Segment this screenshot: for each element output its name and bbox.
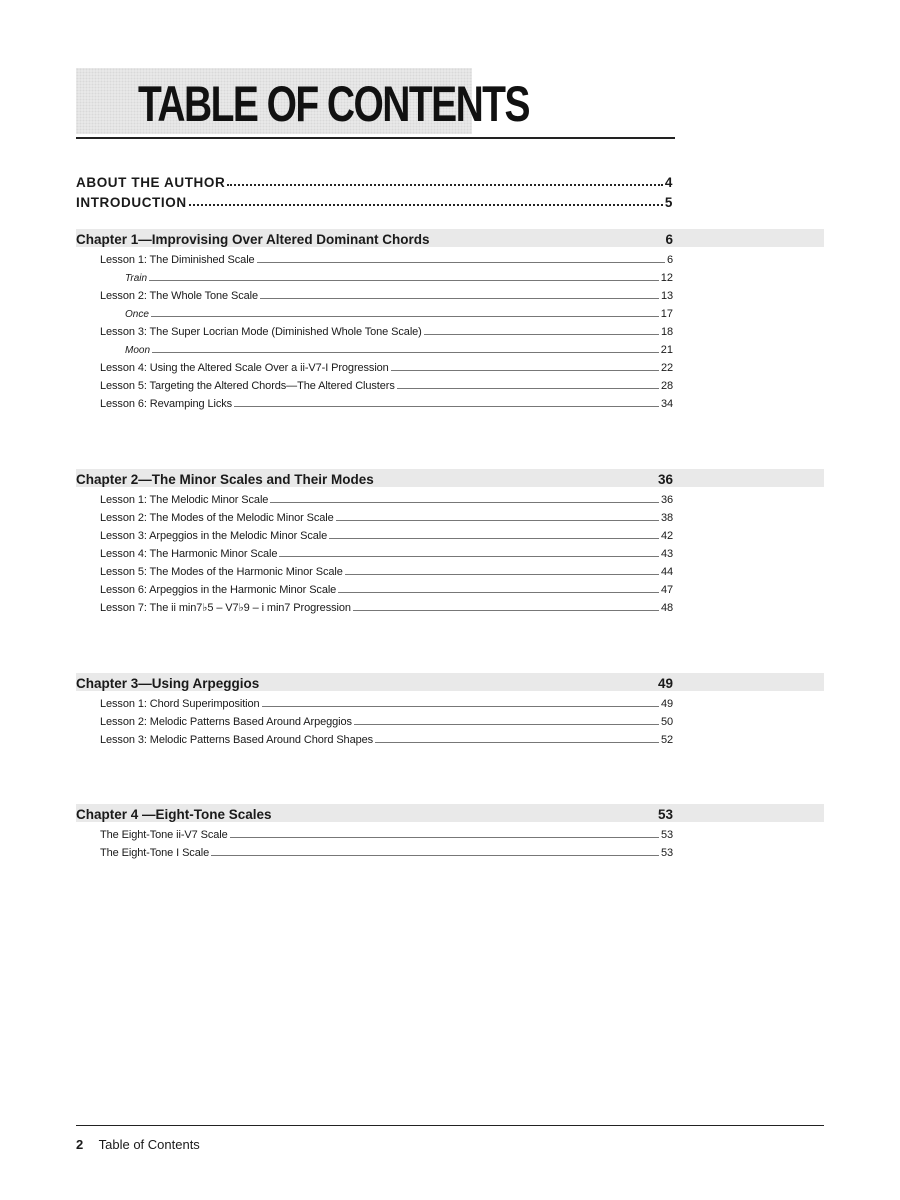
entry-page: 5 xyxy=(664,195,673,210)
entry-page: 13 xyxy=(660,290,673,302)
entry-page: 6 xyxy=(666,254,673,266)
chapter-page: 49 xyxy=(657,676,673,691)
dot-leader xyxy=(189,203,663,206)
toc-chapter-4[interactable] xyxy=(76,804,673,822)
toc-entry[interactable] xyxy=(100,374,673,392)
toc-entry[interactable] xyxy=(100,248,673,266)
toc-entry[interactable] xyxy=(100,542,673,560)
entry-title: Lesson 6: Revamping Licks xyxy=(100,398,233,410)
leader-line xyxy=(151,315,659,317)
toc-entry[interactable] xyxy=(100,506,673,524)
toc-entry[interactable] xyxy=(100,596,673,614)
page-title: TABLE OF CONTENTS xyxy=(138,76,529,132)
toc-entry[interactable] xyxy=(100,392,673,410)
toc-entry[interactable] xyxy=(100,841,673,859)
leader-line xyxy=(279,555,659,557)
entry-title: Lesson 3: Melodic Patterns Based Around Chord Shapes xyxy=(100,734,374,746)
chapter-title: Chapter 4 —Eight-Tone Scales xyxy=(76,807,272,822)
toc-entry[interactable] xyxy=(100,692,673,710)
entry-page: 12 xyxy=(660,272,673,284)
leader-line xyxy=(152,351,659,353)
toc-subentry[interactable] xyxy=(125,338,673,356)
chapter-title: Chapter 1—Improvising Over Altered Dominant Chords xyxy=(76,232,430,247)
entry-page: 49 xyxy=(660,698,673,710)
entry-page: 36 xyxy=(660,494,673,506)
toc-chapter-3[interactable] xyxy=(76,673,673,691)
chapter-title: Chapter 3—Using Arpeggios xyxy=(76,676,260,691)
entry-title: Lesson 2: Melodic Patterns Based Around Arpeggios xyxy=(100,716,352,728)
toc-entry[interactable] xyxy=(100,320,673,338)
entry-title: Lesson 1: The Diminished Scale xyxy=(100,254,255,266)
entry-page: 50 xyxy=(660,716,673,728)
entry-page: 44 xyxy=(660,566,673,578)
toc-entry[interactable] xyxy=(100,284,673,302)
leader-line xyxy=(345,573,659,575)
entry-page: 52 xyxy=(660,734,673,746)
entry-title: Lesson 5: The Modes of the Harmonic Minor Scale xyxy=(100,566,343,578)
entry-page: 34 xyxy=(660,398,673,410)
toc-entry[interactable] xyxy=(100,728,673,746)
leader-line xyxy=(211,854,659,856)
entry-page: 18 xyxy=(660,326,673,338)
toc-entry[interactable] xyxy=(100,823,673,841)
title-rule xyxy=(76,137,675,139)
entry-page: 38 xyxy=(660,512,673,524)
leader-line xyxy=(397,387,659,389)
entry-page: 48 xyxy=(660,602,673,614)
toc-entry[interactable] xyxy=(100,488,673,506)
entry-title: Lesson 1: The Melodic Minor Scale xyxy=(100,494,269,506)
entry-title: Lesson 5: Targeting the Altered Chords—The Altered Clusters xyxy=(100,380,395,392)
toc-entry[interactable] xyxy=(100,578,673,596)
entry-title: The Eight-Tone I Scale xyxy=(100,847,210,859)
entry-page: 42 xyxy=(660,530,673,542)
leader-line xyxy=(391,369,659,371)
leader-line xyxy=(230,836,659,838)
page-footer xyxy=(76,1137,200,1152)
entry-title: Lesson 4: The Harmonic Minor Scale xyxy=(100,548,278,560)
toc-entry[interactable] xyxy=(100,560,673,578)
entry-title: Once xyxy=(125,309,149,320)
entry-title: INTRODUCTION xyxy=(76,195,187,210)
entry-title: Lesson 2: The Modes of the Melodic Minor Scale xyxy=(100,512,334,524)
entry-title: Lesson 4: Using the Altered Scale Over a ii-V7-I Progression xyxy=(100,362,389,374)
entry-page: 47 xyxy=(660,584,673,596)
toc-entry-about-author[interactable] xyxy=(76,170,673,190)
entry-page: 43 xyxy=(660,548,673,560)
toc-chapter-2[interactable] xyxy=(76,469,673,487)
toc-entry[interactable] xyxy=(100,524,673,542)
entry-title: Moon xyxy=(125,345,151,356)
leader-line xyxy=(375,741,659,743)
leader-line xyxy=(234,405,659,407)
leader-line xyxy=(336,519,659,521)
footer-section-title: Table of Contents xyxy=(98,1137,200,1152)
leader-line xyxy=(338,591,659,593)
leader-line xyxy=(262,705,659,707)
chapter-page: 6 xyxy=(665,232,673,247)
entry-title: Train xyxy=(125,273,148,284)
leader-line xyxy=(257,261,665,263)
entry-title: Lesson 2: The Whole Tone Scale xyxy=(100,290,259,302)
entry-title: The Eight-Tone ii-V7 Scale xyxy=(100,829,228,841)
dot-leader xyxy=(227,183,663,186)
entry-page: 21 xyxy=(660,344,673,356)
chapter-page: 53 xyxy=(657,807,673,822)
toc-chapter-1[interactable] xyxy=(76,229,673,247)
entry-page: 17 xyxy=(660,308,673,320)
toc-entry[interactable] xyxy=(100,710,673,728)
entry-page: 53 xyxy=(660,829,673,841)
entry-title: Lesson 3: The Super Locrian Mode (Diminished Whole Tone Scale) xyxy=(100,326,422,338)
entry-page: 28 xyxy=(660,380,673,392)
leader-line xyxy=(260,297,659,299)
toc-subentry[interactable] xyxy=(125,266,673,284)
entry-page: 22 xyxy=(660,362,673,374)
entry-page: 53 xyxy=(660,847,673,859)
entry-title: ABOUT THE AUTHOR xyxy=(76,175,226,190)
toc-subentry[interactable] xyxy=(125,302,673,320)
footer-rule xyxy=(76,1125,824,1126)
toc-entry-introduction[interactable] xyxy=(76,190,673,210)
footer-page-number: 2 xyxy=(76,1137,84,1152)
entry-title: Lesson 6: Arpeggios in the Harmonic Minor Scale xyxy=(100,584,337,596)
leader-line xyxy=(149,279,659,281)
chapter-page: 36 xyxy=(657,472,673,487)
toc-entry[interactable] xyxy=(100,356,673,374)
chapter-title: Chapter 2—The Minor Scales and Their Modes xyxy=(76,472,374,487)
leader-line xyxy=(354,723,659,725)
entry-title: Lesson 3: Arpeggios in the Melodic Minor Scale xyxy=(100,530,328,542)
leader-line xyxy=(424,333,659,335)
entry-title: Lesson 7: The ii min7♭5 – V7♭9 – i min7 Progression xyxy=(100,602,351,614)
leader-line xyxy=(353,609,659,611)
leader-line xyxy=(329,537,659,539)
entry-page: 4 xyxy=(664,175,673,190)
leader-line xyxy=(270,501,659,503)
entry-title: Lesson 1: Chord Superimposition xyxy=(100,698,260,710)
